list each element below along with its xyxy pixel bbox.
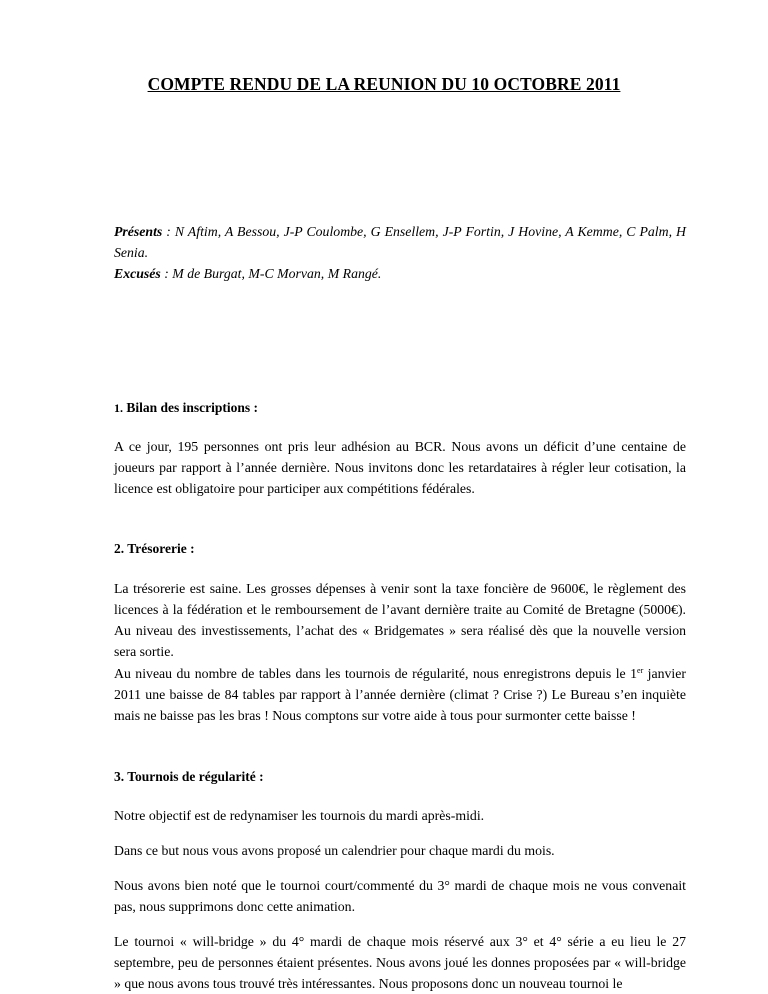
paragraph-tournois-1: Notre objectif est de redynamiser les tournois du mardi après-midi. (114, 808, 485, 823)
paragraph-text: janvier 2011 une baisse de 84 tables par rapport à l’année dernière (climat ? Crise ?) Le Bureau s’en inquiète mais ne baisse pas les bras ! Nous comptons sur votre aide à tous pour surmonter cette baisse ! (114, 666, 686, 723)
paragraph-tresorerie-2 (114, 663, 686, 726)
present-line (114, 221, 686, 263)
paragraph-tournois-2: Dans ce but nous vous avons proposé un calendrier pour chaque mardi du mois. (114, 843, 555, 858)
section-heading-inscriptions (114, 400, 686, 416)
paragraph-text: Au niveau du nombre de tables dans les tournois de régularité, nous enregistrons depuis le 1 (114, 666, 638, 681)
paragraph-tresorerie-1: La trésorerie est saine. Les grosses dépenses à venir sont la taxe foncière de 9600€, le règlement des licences à la fédération et le remboursement de l’avant dernière traite au Comité de Bretagne (5000€). Au niveau des investissements, l’achat des « Bridgemates » sera réalisé dès que la nouvelle version sera sortie. (114, 581, 686, 659)
present-list: : N Aftim, A Bessou, J-P Coulombe, G Ensellem, J-P Fortin, J Hovine, A Kemme, C Palm, H Senia. (114, 224, 686, 260)
section-heading-text: 3. Tournois de régularité : (114, 769, 264, 784)
section-heading-text: Bilan des inscriptions : (123, 400, 259, 415)
excused-list: : M de Burgat, M-C Morvan, M Rangé. (160, 266, 382, 281)
paragraph-tournois-3: Nous avons bien noté que le tournoi court/commenté du 3° mardi de chaque mois ne vous convenait pas, nous supprimons donc cette animation. (114, 878, 686, 914)
document-title: COMPTE RENDU DE LA REUNION DU 10 OCTOBRE 2011 (147, 74, 621, 94)
section-heading-tournois (114, 769, 686, 785)
section-heading-text: 2. Trésorerie : (114, 541, 195, 556)
present-label: Présents (114, 224, 163, 239)
section-number: 1. (114, 401, 123, 415)
excused-label: Excusés (114, 266, 161, 281)
paragraph-inscriptions: A ce jour, 195 personnes ont pris leur adhésion au BCR. Nous avons un déficit d’une centaine de joueurs par rapport à l’année dernière. Nous invitons donc les retardataires à régler leur cotisation, la licence est obligatoire pour participer aux compétitions fédérales. (114, 439, 686, 496)
section-heading-tresorerie (114, 541, 686, 557)
ordinal-superscript: er (637, 666, 644, 675)
paragraph-tournois-4: Le tournoi « will-bridge » du 4° mardi de chaque mois réservé aux 3° et 4° série a eu lieu le 27 septembre, peu de personnes étaient présentes. Nous avons joué les donnes proposées par « will-bridge » que nous avons tous trouvé très intéressantes. Nous proposons donc un nouveau tournoi le (114, 934, 686, 991)
attendance-block (114, 221, 686, 284)
excused-line (114, 263, 686, 284)
